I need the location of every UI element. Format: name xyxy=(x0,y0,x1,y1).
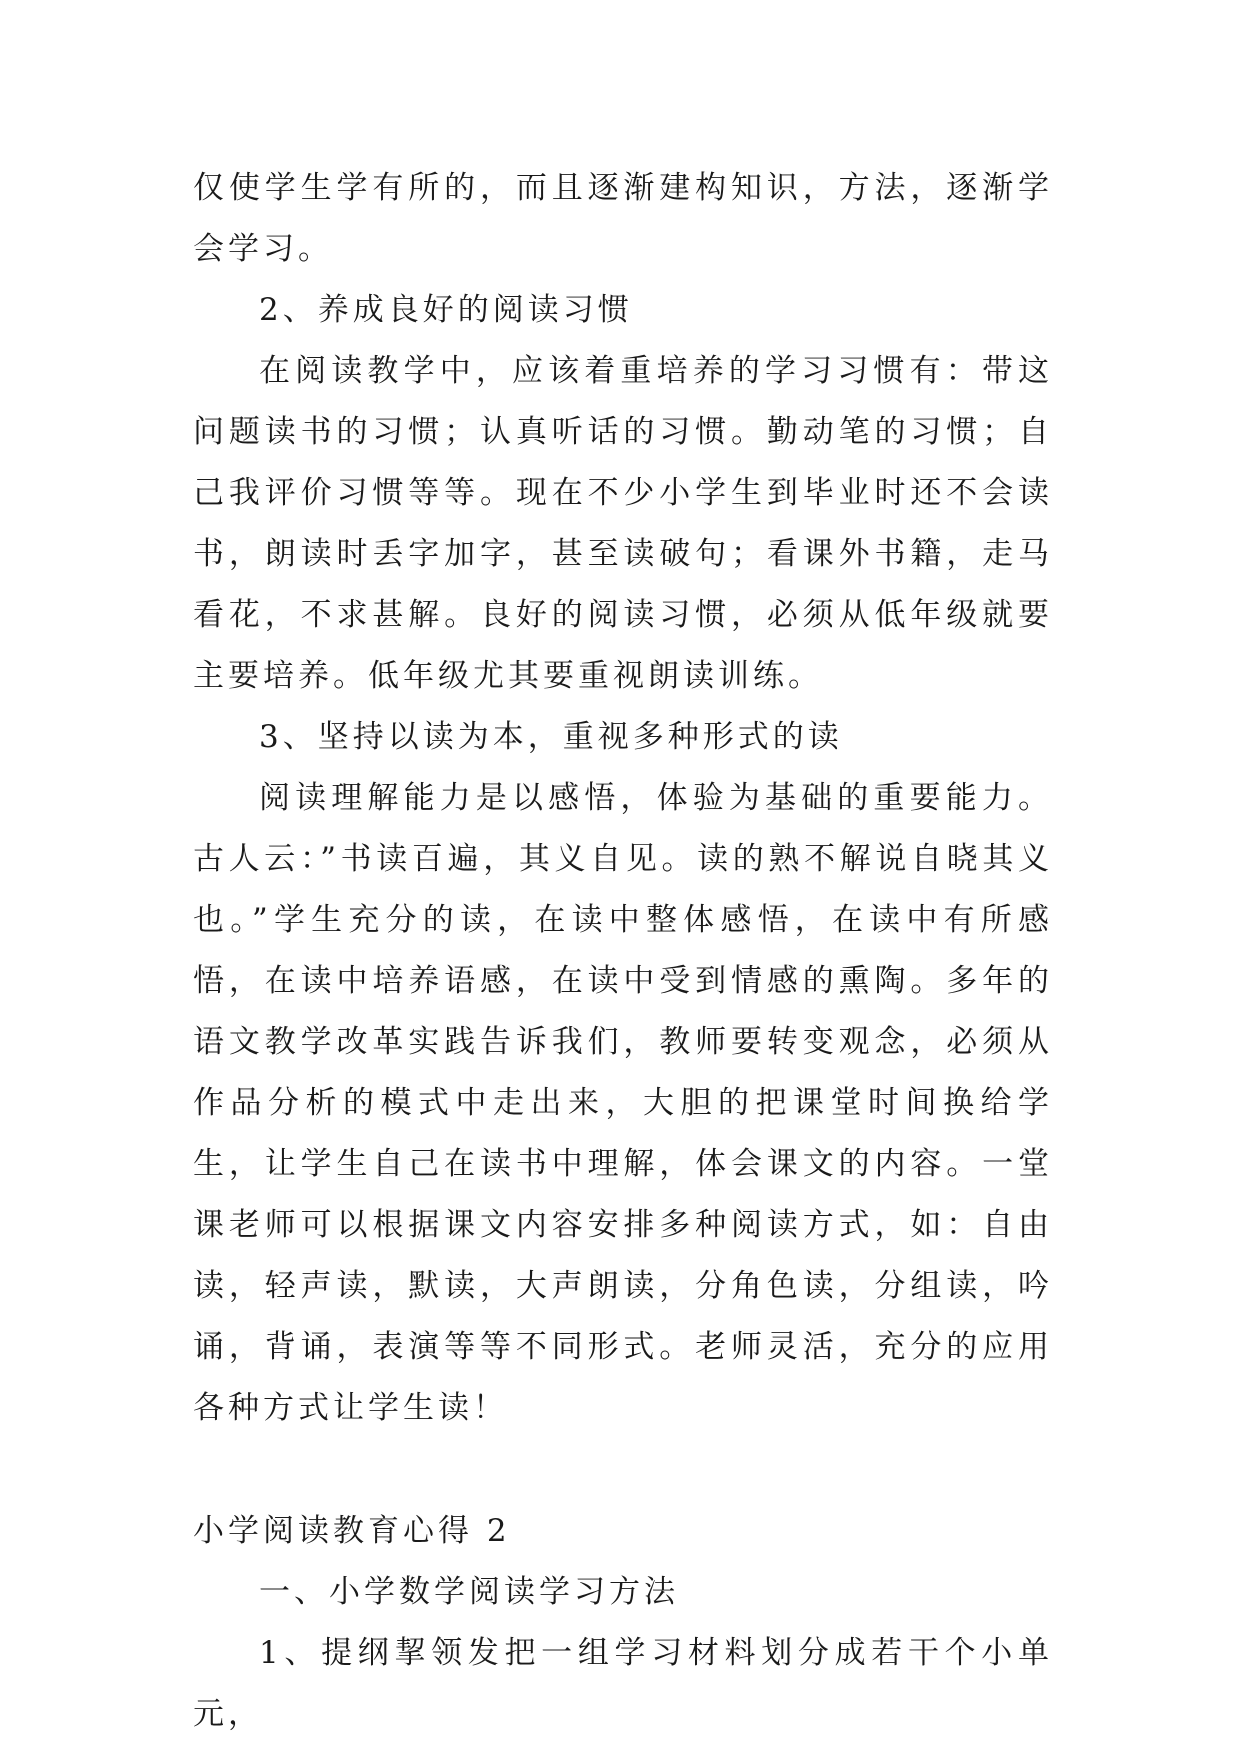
body-paragraph: 阅读理解能力是以感悟，体验为基础的重要能力。古人云：”书读百遍，其义自见。读的熟不解说自晓其义也。”学生充分的读，在读中整体感悟，在读中有所感悟，在读中培养语感，在读中受到情感的熏陶。多年的语文教学改革实践告诉我们，教师要转变观念，必须从作品分析的模式中走出来，大胆的把课堂时间换给学生，让学生自己在读书中理解，体会课文的内容。一堂课老师可以根据课文内容安排多种阅读方式，如：自由读，轻声读，默读，大声朗读，分角色读，分组读，吟诵，背诵，表演等等不同形式。老师灵活，充分的应用各种方式让学生读！ xyxy=(193,780,1053,1426)
document-body xyxy=(193,158,1053,1745)
body-paragraph: 1、提纲挈领发把一组学习材料划分成若干个小单元， xyxy=(193,1635,1053,1732)
body-paragraph: 在阅读教学中，应该着重培养的学习习惯有：带这问题读书的习惯；认真听话的习惯。勤动笔的习惯；自己我评价习惯等等。现在不少小学生到毕业时还不会读书，朗读时丢字加字，甚至读破句；看课外书籍，走马看花，不求甚解。良好的阅读习惯，必须从低年级就要主要培养。低年级尤其要重视朗读训练。 xyxy=(193,353,1053,694)
subheading-reading-habits: 2、养成良好的阅读习惯 xyxy=(259,292,633,328)
section-title: 小学阅读教育心得 2 xyxy=(193,1513,511,1549)
body-paragraph: 仅使学生学有所的，而且逐渐建构知识，方法，逐渐学会学习。 xyxy=(193,170,1053,267)
subheading-math-reading: 一、小学数学阅读学习方法 xyxy=(259,1574,679,1610)
subheading-reading-forms: 3、坚持以读为本，重视多种形式的读 xyxy=(259,719,843,755)
